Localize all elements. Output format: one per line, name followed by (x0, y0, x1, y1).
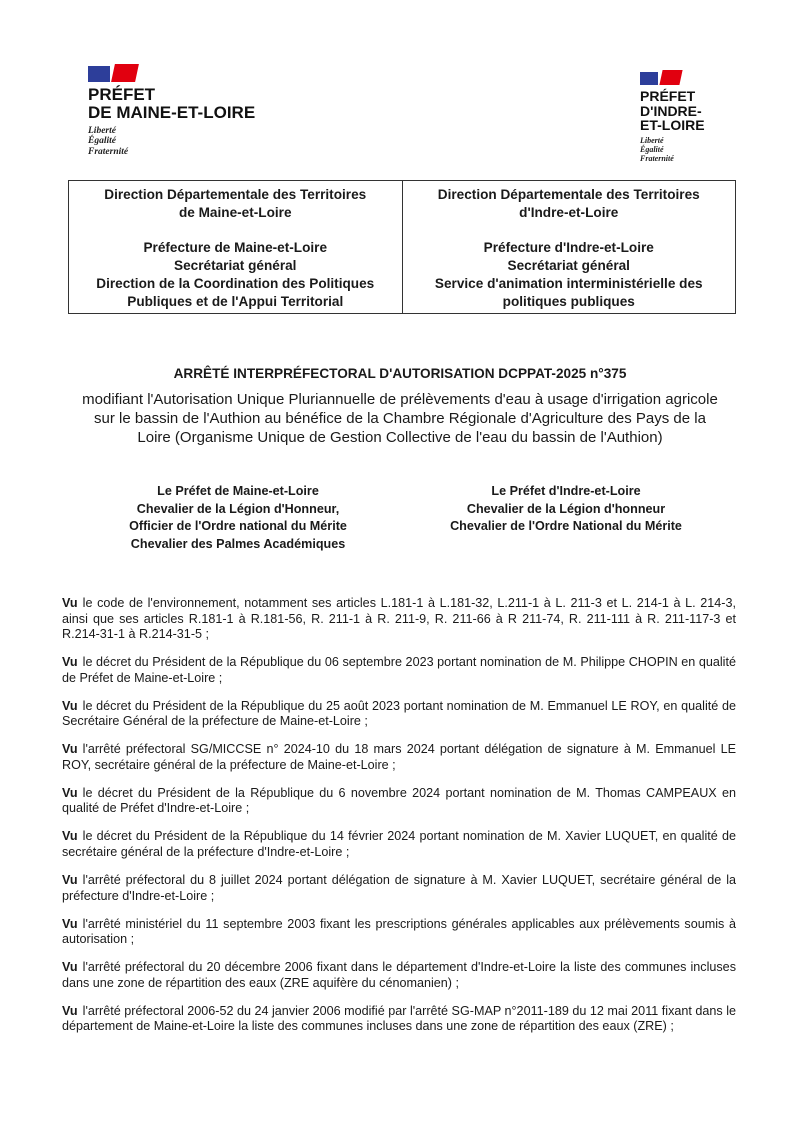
visa-paragraph: Vu l'arrêté préfectoral du 20 décembre 2006 fixant dans le département d'Indre-et-Loire la liste des communes incluses dans une zone de répartition des eaux (ZRE aquifère du cénomanien) ; (62, 960, 736, 990)
visa-paragraph: Vu l'arrêté ministériel du 11 septembre 2003 fixant les prescriptions générales applicables aux prélèvements soumis à autorisation ; (62, 916, 736, 947)
visa-prefix: Vu (62, 960, 78, 975)
logo-motto: Liberté Égalité Fraternité (88, 125, 129, 157)
visa-paragraph: Vu le décret du Président de la République du 6 novembre 2024 portant nomination de M. Thomas CAMPEAUX en qualité de Préfet d'Indre-et-Loire ; (62, 785, 736, 816)
marianne-flag-icon (640, 70, 705, 85)
visas-list (62, 596, 736, 1044)
visa-prefix: Vu (62, 873, 78, 888)
visa-paragraph: Vu le décret du Président de la République du 06 septembre 2023 portant nomination de M. Philippe CHOPIN en qualité de Préfet de Maine-et-Loire ; (62, 655, 736, 685)
logo-title: PRÉFET D'INDRE- ET-LOIRE (640, 88, 705, 134)
visa-prefix: Vu (62, 742, 78, 757)
visa-prefix: Vu (62, 1003, 78, 1018)
signatory-indre-et-loire: Le Préfet d'Indre-et-Loire Chevalier de la Légion d'honneur Chevalier de l'Ordre National du Mérite (450, 484, 682, 533)
visa-paragraph: Vu le code de l'environnement, notamment ses articles L.181-1 à L.181-32, L.211-1 à L. 211-3 et L. 214-1 à L. 214-3, ainsi que ses articles R.181-1 à R.181-56, R. 211-1 à R. 211-9, R. 211-66 à R 211-74, R. 211-111 à R. 211-117-3 et R.214-31-1 à R.214-31-5 ; (62, 596, 736, 641)
visa-paragraph: Vu l'arrêté préfectoral 2006-52 du 24 janvier 2006 modifié par l'arrêté SG-MAP n°2011-189 du 12 mai 2011 fixant dans le département de Maine-et-Loire la liste des communes incluses dans une zone de répartition des eaux (ZRE) ; (62, 1003, 736, 1034)
visa-prefix: Vu (62, 829, 78, 844)
visa-paragraph: Vu l'arrêté préfectoral SG/MICCSE n° 2024-10 du 18 mars 2024 portant délégation de signature à M. Emmanuel LE ROY, secrétaire général de la préfecture de Maine-et-Loire ; (62, 742, 736, 772)
signatory-maine-et-loire: Le Préfet de Maine-et-Loire Chevalier de la Légion d'Honneur, Officier de l'Ordre national du Mérite Chevalier des Palmes Académiques (129, 484, 347, 551)
visa-paragraph: Vu le décret du Président de la République du 25 août 2023 portant nomination de M. Emmanuel LE ROY, en qualité de Secrétaire Général de la préfecture de Maine-et-Loire ; (62, 698, 736, 729)
visa-paragraph: Vu le décret du Président de la République du 14 février 2024 portant nomination de M. Xavier LUQUET, en qualité de secrétaire général de la préfecture d'Indre-et-Loire ; (62, 829, 736, 859)
arrete-title: ARRÊTÉ INTERPRÉFECTORAL D'AUTORISATION DCPPAT-2025 n°375 (173, 366, 627, 381)
visa-prefix: Vu (62, 916, 78, 931)
logo-title: PRÉFET DE MAINE-ET-LOIRE (88, 85, 256, 122)
services-right-cell: Direction Départementale des Territoires d'Indre-et-Loire Préfecture d'Indre-et-Loire Secrétariat général Service d'animation interministérielle des politiques publiques (402, 181, 736, 313)
visa-prefix: Vu (62, 698, 78, 713)
logo-motto: Liberté Égalité Fraternité (640, 136, 674, 163)
issuing-services-table (68, 180, 736, 314)
visa-paragraph: Vu l'arrêté préfectoral du 8 juillet 2024 portant délégation de signature à M. Xavier LUQUET, secrétaire général de la préfecture d'Indre-et-Loire ; (62, 873, 736, 903)
visa-prefix: Vu (62, 655, 78, 670)
prefet-maine-et-loire-logo (88, 64, 255, 157)
visa-prefix: Vu (62, 785, 78, 800)
services-left-cell: Direction Départementale des Territoires de Maine-et-Loire Préfecture de Maine-et-Loire Secrétariat général Direction de la Coordination des Politiques Publiques et de l'Appui Territorial (96, 187, 375, 309)
arrete-subtitle: modifiant l'Autorisation Unique Pluriannuelle de prélèvements d'eau à usage d'irrigation agricole sur le bassin de l'Authion au bénéfice de la Chambre Régionale d'Agriculture des Pays de la Loire (Organisme Unique de Gestion Collective de l'eau du bassin de l'Authion) (82, 391, 718, 446)
prefet-indre-et-loire-logo (640, 70, 705, 163)
marianne-flag-icon (88, 64, 255, 82)
visa-prefix: Vu (62, 596, 78, 610)
